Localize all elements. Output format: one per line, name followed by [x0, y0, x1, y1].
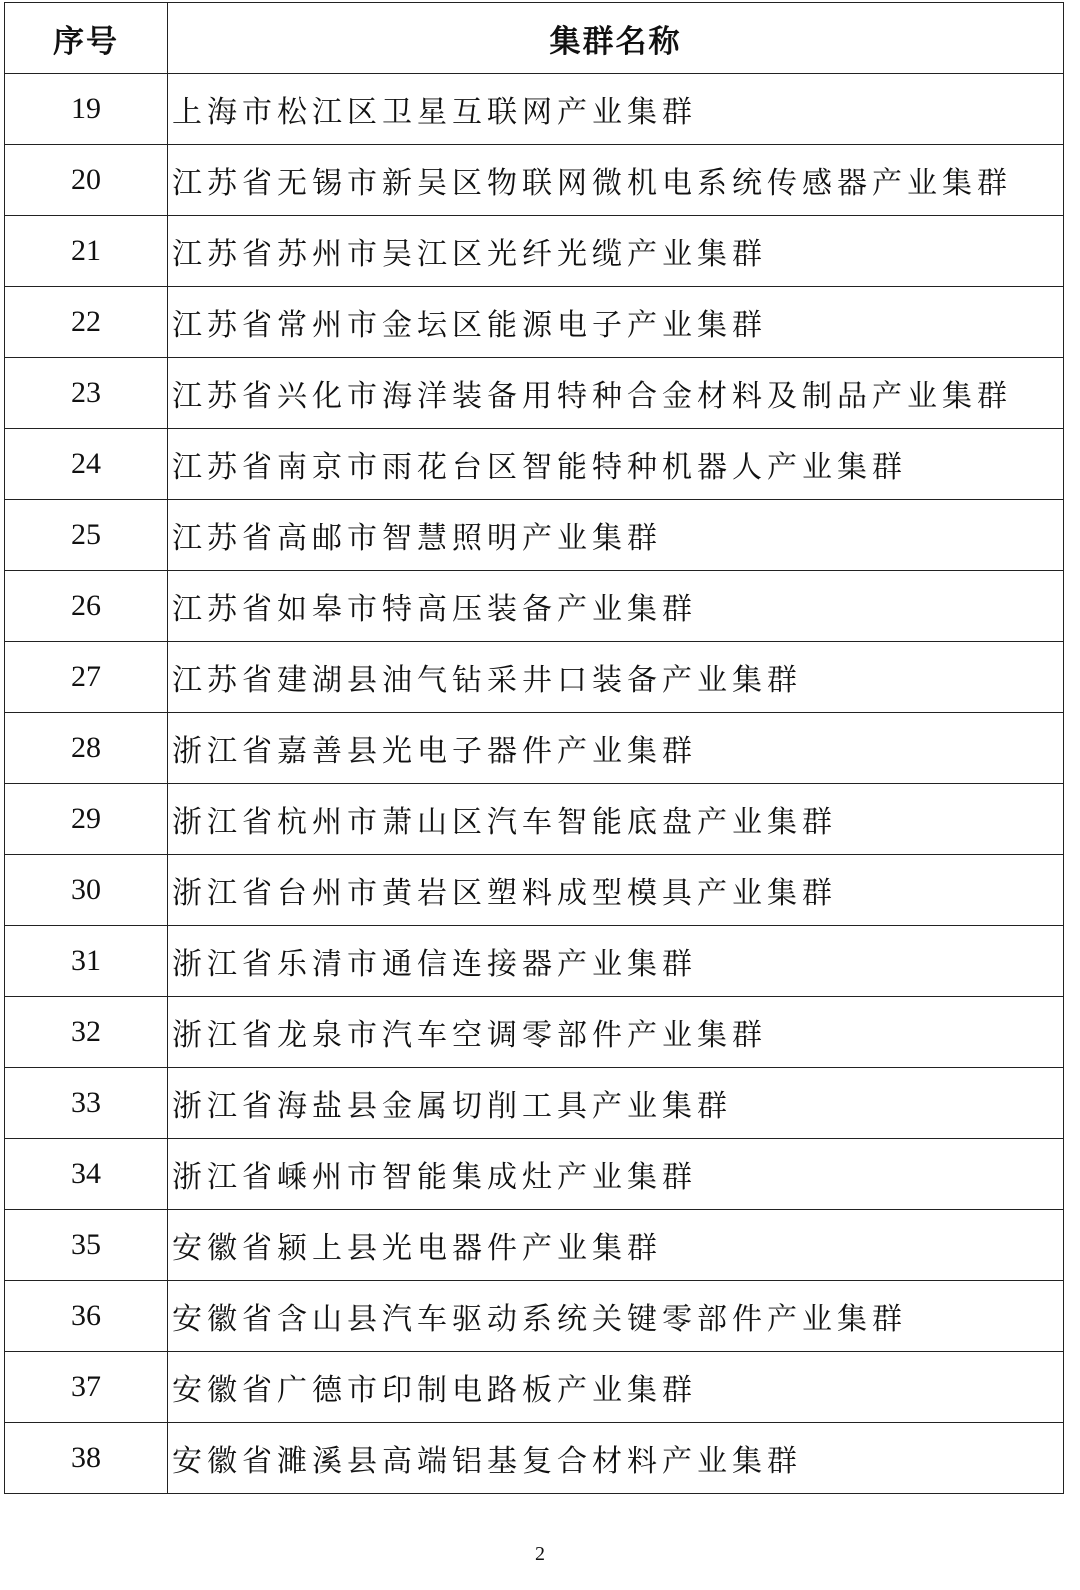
cluster-name: 江苏省无锡市新吴区物联网微机电系统传感器产业集群	[168, 145, 1064, 216]
table-row	[5, 1281, 1064, 1352]
cluster-name: 江苏省南京市雨花台区智能特种机器人产业集群	[168, 429, 1064, 500]
cluster-name: 浙江省杭州市萧山区汽车智能底盘产业集群	[168, 784, 1064, 855]
cluster-name: 浙江省龙泉市汽车空调零部件产业集群	[168, 997, 1064, 1068]
cluster-name: 浙江省台州市黄岩区塑料成型模具产业集群	[168, 855, 1064, 926]
row-number: 30	[5, 855, 168, 926]
row-number: 34	[5, 1139, 168, 1210]
table-row	[5, 997, 1064, 1068]
row-number: 23	[5, 358, 168, 429]
header-cluster-name: 集群名称	[168, 3, 1064, 74]
cluster-name: 浙江省嵊州市智能集成灶产业集群	[168, 1139, 1064, 1210]
table-row	[5, 926, 1064, 997]
table-row	[5, 74, 1064, 145]
table-row	[5, 500, 1064, 571]
table-row	[5, 571, 1064, 642]
cluster-name: 安徽省濉溪县高端铝基复合材料产业集群	[168, 1423, 1064, 1494]
row-number: 19	[5, 74, 168, 145]
table-row	[5, 358, 1064, 429]
cluster-name: 安徽省广德市印制电路板产业集群	[168, 1352, 1064, 1423]
page-number: 2	[535, 1543, 545, 1565]
table-row	[5, 216, 1064, 287]
table-row	[5, 429, 1064, 500]
cluster-name: 安徽省含山县汽车驱动系统关键零部件产业集群	[168, 1281, 1064, 1352]
row-number: 35	[5, 1210, 168, 1281]
table-row	[5, 1139, 1064, 1210]
cluster-name: 浙江省嘉善县光电子器件产业集群	[168, 713, 1064, 784]
row-number: 31	[5, 926, 168, 997]
row-number: 38	[5, 1423, 168, 1494]
cluster-name: 浙江省海盐县金属切削工具产业集群	[168, 1068, 1064, 1139]
table-row	[5, 1068, 1064, 1139]
table-row	[5, 642, 1064, 713]
cluster-name: 江苏省兴化市海洋装备用特种合金材料及制品产业集群	[168, 358, 1064, 429]
cluster-name: 江苏省建湖县油气钻采井口装备产业集群	[168, 642, 1064, 713]
row-number: 33	[5, 1068, 168, 1139]
table-row	[5, 287, 1064, 358]
cluster-name: 江苏省如皋市特高压装备产业集群	[168, 571, 1064, 642]
row-number: 26	[5, 571, 168, 642]
cluster-name: 上海市松江区卫星互联网产业集群	[168, 74, 1064, 145]
table-row	[5, 784, 1064, 855]
table-row	[5, 145, 1064, 216]
row-number: 36	[5, 1281, 168, 1352]
header-number: 序号	[5, 3, 168, 74]
cluster-name: 江苏省高邮市智慧照明产业集群	[168, 500, 1064, 571]
row-number: 24	[5, 429, 168, 500]
row-number: 32	[5, 997, 168, 1068]
cluster-name: 浙江省乐清市通信连接器产业集群	[168, 926, 1064, 997]
table-row	[5, 1352, 1064, 1423]
row-number: 20	[5, 145, 168, 216]
row-number: 29	[5, 784, 168, 855]
row-number: 28	[5, 713, 168, 784]
table-row	[5, 1210, 1064, 1281]
table-row	[5, 1423, 1064, 1494]
table-header-row	[5, 3, 1064, 74]
row-number: 21	[5, 216, 168, 287]
row-number: 27	[5, 642, 168, 713]
cluster-name: 江苏省苏州市吴江区光纤光缆产业集群	[168, 216, 1064, 287]
table-body	[5, 74, 1064, 1494]
row-number: 22	[5, 287, 168, 358]
table-row	[5, 713, 1064, 784]
row-number: 25	[5, 500, 168, 571]
row-number: 37	[5, 1352, 168, 1423]
cluster-name: 安徽省颍上县光电器件产业集群	[168, 1210, 1064, 1281]
cluster-table	[4, 2, 1064, 1494]
table-row	[5, 855, 1064, 926]
cluster-name: 江苏省常州市金坛区能源电子产业集群	[168, 287, 1064, 358]
